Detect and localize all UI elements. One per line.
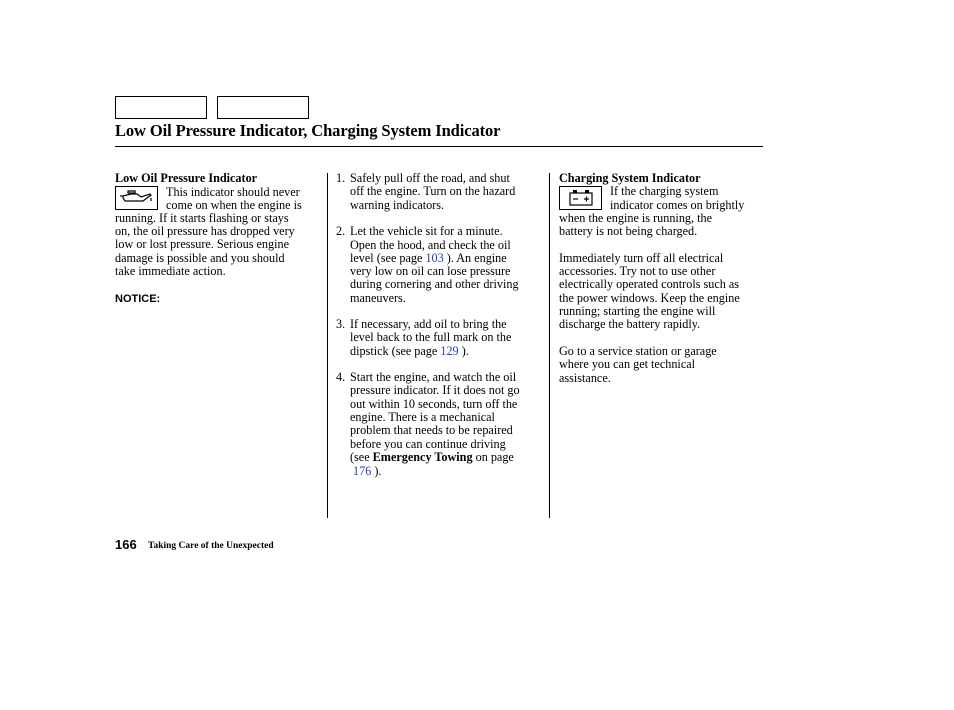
oil-text-line: come on when the engine is — [166, 198, 302, 212]
oil-text-line: take immediate action. — [115, 264, 226, 278]
step-line: Start the engine, and watch the oil — [350, 370, 517, 384]
page-link-103[interactable]: 103 — [425, 251, 444, 265]
page-number: 166 — [115, 537, 137, 552]
emergency-towing-ref: Emergency Towing — [372, 450, 473, 464]
notice-label: NOTICE: — [115, 293, 161, 305]
step-line: Safely pull off the road, and shut — [350, 171, 510, 185]
oil-can-icon — [115, 186, 158, 210]
step-line: Open the hood, and check the oil — [350, 238, 511, 252]
oil-text-line: damage is possible and you should — [115, 251, 285, 265]
step-text: ). An engine — [443, 251, 507, 265]
step-line: pressure indicator. If it does not go — [350, 383, 520, 397]
charging-text-line: the power windows. Keep the engine — [559, 291, 740, 305]
nav-button-next[interactable] — [217, 96, 309, 119]
oil-text-line: running. If it starts flashing or stays — [115, 211, 289, 225]
step-line: problem that needs to be repaired — [350, 423, 513, 437]
step-line: engine. There is a mechanical — [350, 410, 495, 424]
step-line: If necessary, add oil to bring the — [350, 317, 507, 331]
step-text: level (see page — [350, 251, 426, 265]
charging-text-line: accessories. Try not to use other — [559, 264, 716, 278]
step-text: (see — [350, 450, 373, 464]
charging-text-line: running; starting the engine will — [559, 304, 716, 318]
column-divider-2 — [549, 173, 550, 518]
charging-section-heading: Charging System Indicator — [559, 171, 701, 185]
oil-text-line: low or lost pressure. Serious engine — [115, 237, 289, 251]
oil-text-line: This indicator should never — [166, 185, 300, 199]
step-number: 2. — [336, 224, 346, 238]
step-text: dipstick (see page — [350, 344, 441, 358]
step-line: maneuvers. — [350, 291, 406, 305]
step-text: ). — [458, 344, 469, 358]
column-divider-1 — [327, 173, 328, 518]
step-line: level back to the full mark on the — [350, 330, 512, 344]
step-line: off the engine. Turn on the hazard — [350, 184, 516, 198]
step-line: during cornering and other driving — [350, 277, 519, 291]
charging-text-line: Immediately turn off all electrical — [559, 251, 724, 265]
step-line — [350, 451, 514, 464]
nav-button-previous[interactable] — [115, 96, 207, 119]
step-number: 1. — [336, 171, 346, 185]
step-line: Let the vehicle sit for a minute. — [350, 224, 503, 238]
oil-section-heading: Low Oil Pressure Indicator — [115, 171, 258, 185]
charging-text-line: electrically operated controls such as — [559, 277, 740, 291]
step-line — [353, 465, 381, 478]
page-link-129[interactable]: 129 — [440, 344, 459, 358]
charging-text-line: battery is not being charged. — [559, 224, 698, 238]
step-text: ). — [371, 464, 382, 478]
step-line — [350, 345, 469, 358]
charging-text-line: indicator comes on brightly — [610, 198, 745, 212]
step-line: warning indicators. — [350, 198, 445, 212]
oil-text-line: on, the oil pressure has dropped very — [115, 224, 295, 238]
charging-text-line: If the charging system — [610, 184, 719, 198]
step-line: out within 10 seconds, turn off the — [350, 397, 518, 411]
title-divider — [115, 146, 763, 147]
section-title: Taking Care of the Unexpected — [148, 541, 274, 551]
step-number: 4. — [336, 370, 346, 384]
charging-text-line: assistance. — [559, 371, 611, 385]
step-number: 3. — [336, 317, 346, 331]
step-line: before you can continue driving — [350, 437, 506, 451]
step-text: on page — [472, 450, 514, 464]
charging-text-line: when the engine is running, the — [559, 211, 712, 225]
charging-text-line: discharge the battery rapidly. — [559, 317, 701, 331]
step-line: very low on oil can lose pressure — [350, 264, 511, 278]
battery-icon — [559, 186, 602, 210]
page-title: Low Oil Pressure Indicator, Charging System Indicator — [115, 121, 501, 140]
charging-text-line: Go to a service station or garage — [559, 344, 717, 358]
page-link-176[interactable]: 176 — [353, 464, 372, 478]
charging-text-line: where you can get technical — [559, 357, 696, 371]
